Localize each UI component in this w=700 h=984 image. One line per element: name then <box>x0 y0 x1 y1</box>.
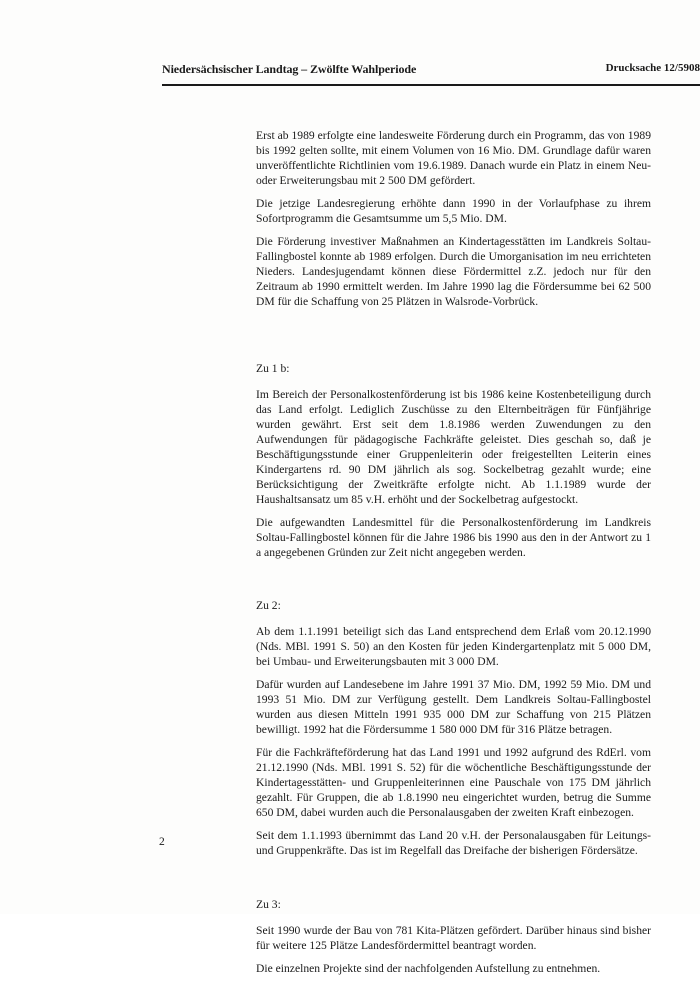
header-divider <box>162 84 700 86</box>
section-heading-2: Zu 2: <box>256 599 281 612</box>
section-spacer <box>256 568 651 598</box>
page-header <box>162 62 700 82</box>
document-body <box>256 128 651 984</box>
section-heading-1b: Zu 1 b: <box>256 362 290 375</box>
paragraph-since-1993: Seit dem 1.1.1993 übernimmt das Land 20 v.H. der Personalausgaben für Leitungs- und Gruppenkräfte. Das ist im Regelfall das Dreifache der bisherigen Fördersätze. <box>256 829 651 857</box>
paragraph-funding-program: Erst ab 1989 erfolgte eine landesweite Förderung durch ein Programm, das von 1989 bis 1992 gelten sollte, mit einem Volumen von 16 Mio. DM. Grundlage dafür waren unveröffentlichte Richtlinien vom 19.6.1989. Danach wurde ein Platz in einem Neu- oder Erweiterungsbau mit 2 500 DM gefördert. <box>256 129 651 187</box>
page-number: 2 <box>159 836 165 848</box>
paragraph-erlass-1991: Ab dem 1.1.1991 beteiligt sich das Land entsprechend dem Erlaß vom 20.12.1990 (Nds. MBl. 1991 S. 50) an den Kosten für jeden Kindergartenplatz mit 5 000 DM, bei Umbau- und Erweiterungsbauten mit 3 000 DM. <box>256 625 651 668</box>
section-spacer <box>256 866 651 897</box>
section-spacer <box>256 317 651 361</box>
paragraph-soltau-personnel: Die aufgewandten Landesmittel für die Personalkostenförderung im Landkreis Soltau-Fallingbostel können für die Jahre 1986 bis 1990 aus den in der Antwort zu 1 a angegebenen Gründen zur Zeit nicht angegeben werden. <box>256 516 651 559</box>
paragraph-staff-funding: Für die Fachkräfteförderung hat das Land 1991 und 1992 aufgrund des RdErl. vom 21.12.1990 (Nds. MBl. 1991 S. 52) für die wöchentliche Beschäftigungsstunde der Kindertagesstätten- und Gruppenleiterinnen eine Pauschale von 175 DM jährlich gezahlt. Für Gruppen, die ab 1.8.1990 neu eingerichtet wurden, betrug die Summe 650 DM, dabei wurden auch die Personalausgaben der zweiten Kraft einbezogen. <box>256 746 651 819</box>
paragraph-soltau-investment: Die Förderung investiver Maßnahmen an Kindertagesstätten im Landkreis Soltau-Fallingbostel konnte ab 1989 erfolgen. Durch die Umorganisation im neu errichteten Nieders. Landesjugendamt können diese Fördermittel z.Z. jedoch nur für den Zeitraum ab 1990 ermittelt werden. Im Jahre 1990 lag die Fördersumme bei 62 500 DM für die Schaffung von 25 Plätzen in Walsrode-Vorbrück. <box>256 235 651 308</box>
paragraph-sofortprogramm: Die jetzige Landesregierung erhöhte dann 1990 in der Vorlaufphase zu ihrem Sofortprogramm die Gesamtsumme um 5,5 Mio. DM. <box>256 197 651 225</box>
section-heading-3: Zu 3: <box>256 898 281 911</box>
paragraph-state-funds: Dafür wurden auf Landesebene im Jahre 1991 37 Mio. DM, 1992 59 Mio. DM und 1993 51 Mio. DM zur Verfügung gestellt. Dem Landkreis Soltau-Fallingbostel wurden aus diesen Mitteln 1991 935 000 DM zur Schaffung von 215 Plätzen bewilligt. 1992 hat die Fördersumme 1 580 000 DM für 316 Plätze betragen. <box>256 678 651 736</box>
paragraph-projects-list: Die einzelnen Projekte sind der nachfolgenden Aufstellung zu entnehmen. <box>256 962 601 975</box>
document-number: Drucksache 12/5908 <box>605 62 700 74</box>
paragraph-personnel-costs: Im Bereich der Personalkostenförderung ist bis 1986 keine Kostenbeteiligung durch das Land erfolgt. Lediglich Zuschüsse zu den Elternbeiträgen für Fünfjährige wurden gewährt. Erst seit dem 1.8.1986 werden Zuwendungen zu den Aufwendungen für pädagogische Fachkräfte geleistet. Dies geschah so, daß je Beschäftigungsstunde einer Gruppenleiterin oder freigestellten Leiterin eines Kindergartens rd. 90 DM jährlich als sog. Sockelbetrag gezahlt wurde; eine Berücksichtigung der Zweitkräfte erfolgte nicht. Ab 1.1.1989 wurde der Haushaltsansatz um 85 v.H. erhöht und der Sockelbetrag aufgestockt. <box>256 388 651 506</box>
paragraph-kita-places: Seit 1990 wurde der Bau von 781 Kita-Plätzen gefördert. Darüber hinaus sind bisher für weitere 125 Plätze Landesfördermittel beantragt worden. <box>256 924 651 952</box>
header-title: Niedersächsischer Landtag – Zwölfte Wahlperiode <box>162 62 417 76</box>
